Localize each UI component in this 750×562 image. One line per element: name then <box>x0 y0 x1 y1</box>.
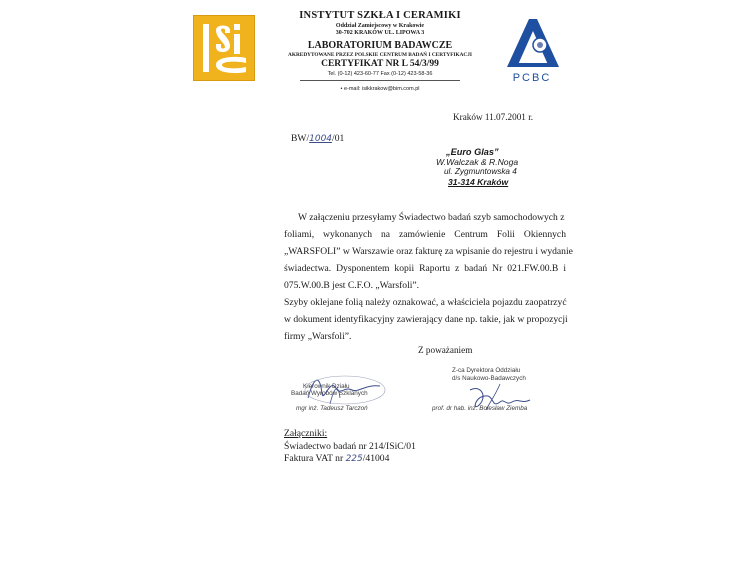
recipient-names: W.Walczak & R.Noga <box>436 157 519 167</box>
right-signatory-dept: d/s Naukowo-Badawczych <box>452 375 526 382</box>
body-line-5: 075.W.00.B jest C.F.O. „Warsfoli”. <box>284 280 420 291</box>
attachments-label: Załączniki: <box>284 428 328 439</box>
institute-address: 30-702 KRAKÓW UL. LIPOWA 3 <box>335 30 425 36</box>
attachment-item-1: Świadectwo badań nr 214/ISiC/01 <box>284 441 416 452</box>
branch-name: Oddział Zamiejscowy w Krakowie <box>335 23 425 29</box>
body-line-6: Szyby oklejane folią należy oznakować, a właściciela pojazdu zaopatrzyć <box>284 297 567 308</box>
body-line-7: w dokument identyfikacyjny zawierający dane np. takie, jak w propozycji <box>284 314 568 325</box>
certificate-number: CERTYFIKAT NR L 54/3/99 <box>321 59 439 69</box>
attachment-item-2-suffix: /41004 <box>362 453 390 464</box>
left-signatory-title: Kierownik Działu <box>303 383 350 390</box>
attachment-item-2 <box>284 453 389 464</box>
right-signatory-name: prof. dr hab. inż. Bolesław Ziemba <box>432 405 528 412</box>
closing: Z poważaniem <box>418 345 473 355</box>
left-signatory-dept: Badań Wyrobów Szklanych <box>291 390 368 397</box>
right-signatory-title: Z-ca Dyrektora Oddziału <box>452 367 521 374</box>
accreditation-text: AKREDYTOWANE PRZEZ POLSKIE CENTRUM BADAŃ I CERTYFIKACJI <box>288 52 472 58</box>
body-line-2: foliami, wykonanych na zamówienie Centrum Folii Okiennych <box>284 229 566 240</box>
institute-name: INSTYTUT SZKŁA I CERAMIKI <box>299 10 461 21</box>
left-signatory-name: mgr inż. Tadeusz Tarczoń <box>296 405 368 412</box>
body-line-4: świadectwa. Dysponentem kopii Raportu z badań Nr 021.FW.00.B i <box>284 263 566 274</box>
recipient-street: ul. Zygmuntowska 4 <box>444 167 517 176</box>
recipient-company: „Euro Glas” <box>446 147 499 157</box>
body-line-1: W załączeniu przesyłamy Świadectwo badań szyb samochodowych z <box>298 212 565 223</box>
reference-number <box>291 133 344 144</box>
email-line: • e-mail: isikkrakow@bim.com.pl <box>340 86 420 92</box>
body-line-3: „WARSFOLI” w Warszawie oraz fakturę za wpisanie do rejestru i wydanie <box>284 246 573 257</box>
body-line-8: firmy „Warsfoli”. <box>284 331 352 342</box>
pcbc-logo-text: PCBC <box>512 72 552 83</box>
reference-prefix: BW/ <box>291 133 310 144</box>
letter-date: Kraków 11.07.2001 r. <box>453 112 534 122</box>
isic-logo <box>193 15 255 81</box>
attachment-item-2-prefix: Faktura VAT nr <box>284 453 346 464</box>
header-divider <box>300 80 460 81</box>
pcbc-logo <box>503 15 561 83</box>
phone-fax: Tel. (0-12) 423-60-77 Fax (0-12) 423-58-36 <box>327 71 433 77</box>
reference-handwritten: 1004 <box>309 134 333 144</box>
reference-suffix: /01 <box>332 133 345 144</box>
lab-name: LABORATORIUM BADAWCZE <box>307 40 453 51</box>
left-signature <box>300 368 390 408</box>
attachment-item-2-handwritten: 225 <box>345 454 363 464</box>
recipient-city: 31-314 Kraków <box>448 177 509 187</box>
